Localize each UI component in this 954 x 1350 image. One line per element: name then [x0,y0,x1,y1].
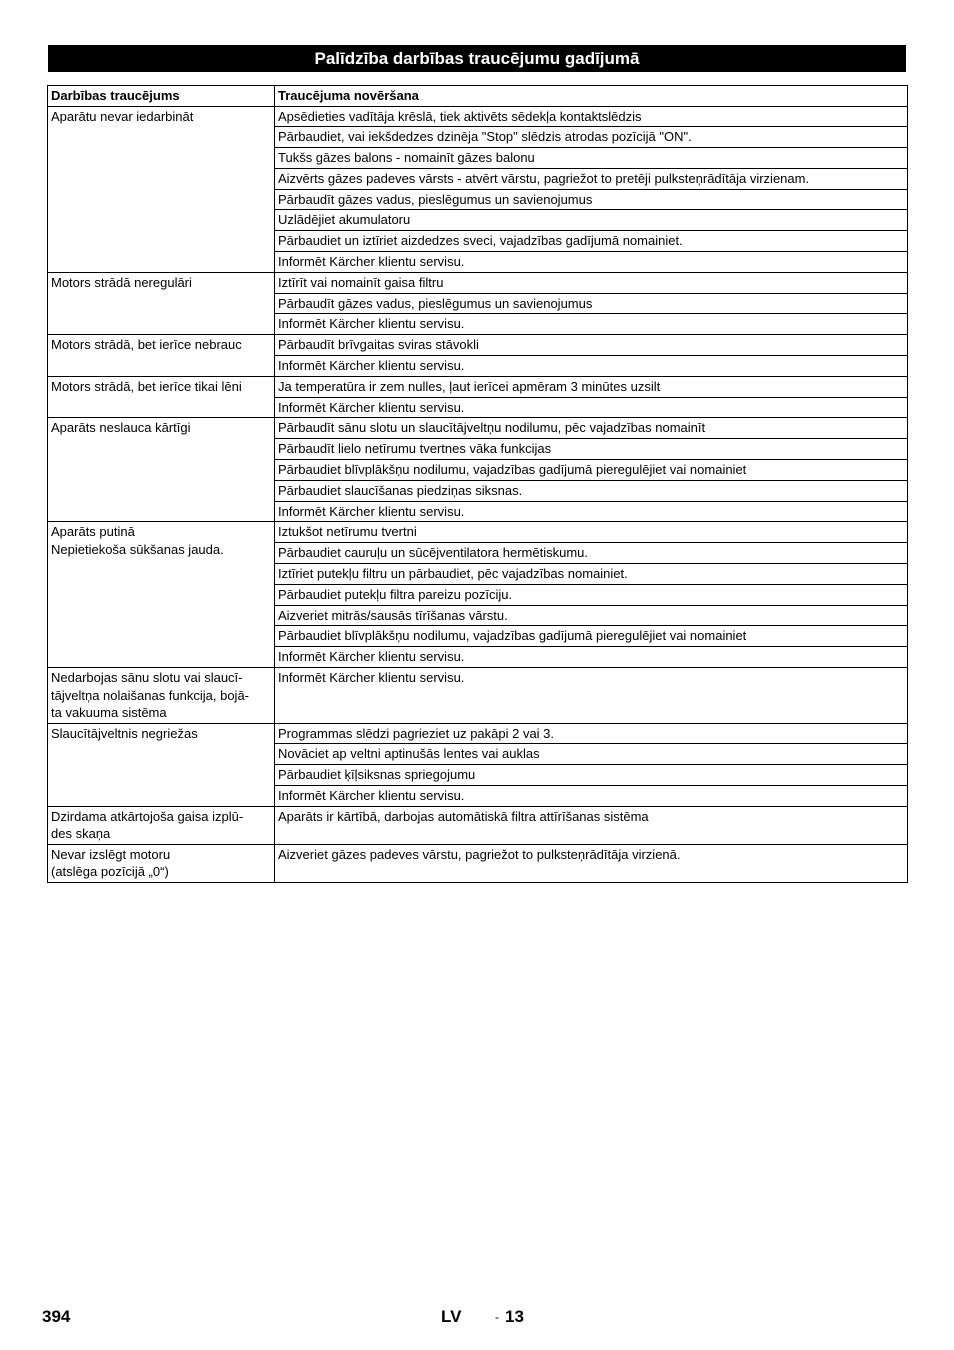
table-row [48,668,908,724]
table-body [48,106,908,882]
table-row [48,723,908,744]
remedy-cell: Pārbaudiet un iztīriet aizdedzes sveci, vajadzības gadījumā nomainiet. [275,231,908,252]
table-row [48,106,908,127]
remedy-cell: Aparāts ir kārtībā, darbojas automātiskā filtra attīrīšanas sistēma [275,806,908,844]
table-row [48,806,908,844]
language-code: LV [441,1307,462,1326]
remedy-cell: Pārbaudiet slaucīšanas piedziņas siksnas. [275,480,908,501]
remedy-cell: Pārbaudīt lielo netīrumu tvertnes vāka funkcijas [275,439,908,460]
remedy-cell: Iztukšot netīrumu tvertni [275,522,908,543]
fault-cell: Aparāts putinā Nepietiekoša sūkšanas jauda. [48,522,275,668]
remedy-cell: Informēt Kärcher klientu servisu. [275,397,908,418]
table-row [48,272,908,293]
fault-cell: Motors strādā neregulāri [48,272,275,334]
page-number: 394 [42,1307,71,1326]
table-row [48,522,908,543]
remedy-cell: Informēt Kärcher klientu servisu. [275,356,908,377]
remedy-cell: Pārbaudiet putekļu filtra pareizu pozīciju. [275,584,908,605]
troubleshooting-table [47,85,908,883]
remedy-cell: Informēt Kärcher klientu servisu. [275,252,908,273]
table-row [48,335,908,356]
remedy-cell: Informēt Kärcher klientu servisu. [275,314,908,335]
remedy-cell: Ja temperatūra ir zem nulles, ļaut ierīcei apmēram 3 minūtes uzsilt [275,376,908,397]
fault-cell: Motors strādā, bet ierīce nebrauc [48,335,275,377]
table-row [48,844,908,882]
fault-cell: Dzirdama atkārtojoša gaisa izplū- des skaņa [48,806,275,844]
remedy-cell: Pārbaudiet blīvplākšņu nodilumu, vajadzības gadījumā pieregulējiet vai nomainiet [275,626,908,647]
remedy-cell: Programmas slēdzi pagrieziet uz pakāpi 2 vai 3. [275,723,908,744]
fault-cell: Nevar izslēgt motoru (atslēga pozīcijā „0“) [48,844,275,882]
remedy-cell: Iztīriet putekļu filtru un pārbaudiet, pēc vajadzības nomainiet. [275,564,908,585]
remedy-cell: Pārbaudīt gāzes vadus, pieslēgumus un savienojumus [275,189,908,210]
remedy-cell: Pārbaudiet, vai iekšdedzes dzinēja "Stop" slēdzis atrodas pozīcijā "ON". [275,127,908,148]
page-title: Palīdzība darbības traucējumu gadījumā [48,45,906,72]
fault-cell: Aparāts neslauca kārtīgi [48,418,275,522]
section-page-number: 13 [505,1307,524,1326]
column-header-fault: Darbības traucējums [48,86,275,107]
table-row [48,418,908,439]
remedy-cell: Pārbaudīt sānu slotu un slaucītājveltņu nodilumu, pēc vajadzības nomainīt [275,418,908,439]
remedy-cell: Informēt Kärcher klientu servisu. [275,647,908,668]
remedy-cell: Pārbaudīt gāzes vadus, pieslēgumus un savienojumus [275,293,908,314]
fault-cell: Nedarbojas sānu slotu vai slaucī- tājveltņa nolaišanas funkcija, bojā- ta vakuuma sistēma [48,668,275,724]
fault-cell: Aparātu nevar iedarbināt [48,106,275,272]
remedy-cell: Aizvērts gāzes padeves vārsts - atvērt vārstu, pagriežot to pretēji pulksteņrādītāja virzienam. [275,168,908,189]
remedy-cell: Pārbaudiet cauruļu un sūcējventilatora hermētiskumu. [275,543,908,564]
remedy-cell: Pārbaudiet blīvplākšņu nodilumu, vajadzības gadījumā pieregulējiet vai nomainiet [275,460,908,481]
table-header-row [48,86,908,107]
remedy-cell: Pārbaudiet ķīļsiksnas spriegojumu [275,765,908,786]
remedy-cell: Uzlādējiet akumulatoru [275,210,908,231]
remedy-cell: Pārbaudīt brīvgaitas sviras stāvokli [275,335,908,356]
remedy-cell: Iztīrīt vai nomainīt gaisa filtru [275,272,908,293]
remedy-cell: Aizveriet mitrās/sausās tīrīšanas vārstu. [275,605,908,626]
remedy-cell: Aizveriet gāzes padeves vārstu, pagriežot to pulksteņrādītāja virzienā. [275,844,908,882]
table-row [48,376,908,397]
footer-separator: - [495,1310,499,1324]
remedy-cell: Novāciet ap veltni aptinušās lentes vai auklas [275,744,908,765]
remedy-cell: Informēt Kärcher klientu servisu. [275,668,908,724]
remedy-cell: Informēt Kärcher klientu servisu. [275,501,908,522]
remedy-cell: Apsēdieties vadītāja krēslā, tiek aktivēts sēdekļa kontaktslēdzis [275,106,908,127]
remedy-cell: Informēt Kärcher klientu servisu. [275,785,908,806]
remedy-cell: Tukšs gāzes balons - nomainīt gāzes balonu [275,148,908,169]
fault-cell: Motors strādā, bet ierīce tikai lēni [48,376,275,418]
fault-cell: Slaucītājveltnis negriežas [48,723,275,806]
column-header-remedy: Traucējuma novēršana [275,86,908,107]
